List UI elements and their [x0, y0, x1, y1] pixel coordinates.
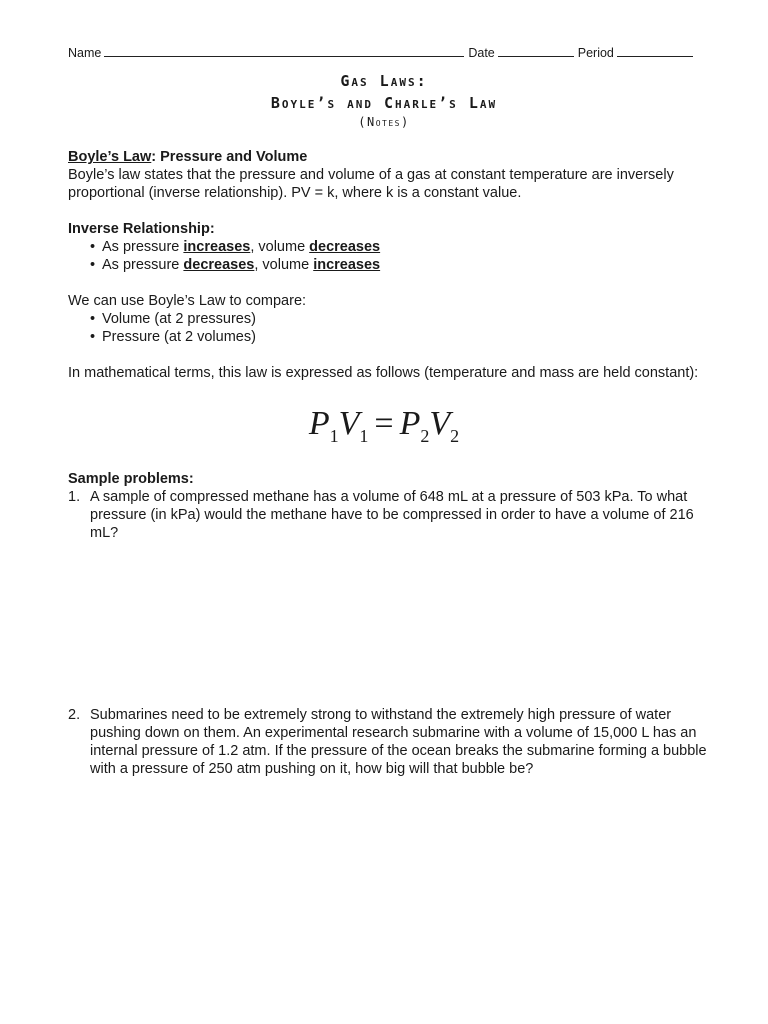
inverse-item-emphasis: increases — [183, 239, 251, 255]
formula-sub: 2 — [420, 426, 430, 446]
inverse-item-text: As pressure — [102, 239, 184, 255]
formula-sub: 1 — [329, 426, 339, 446]
inverse-item-text: , volume — [250, 239, 310, 255]
name-label: Name — [68, 46, 102, 60]
formula-p: P — [399, 405, 421, 442]
formula-v: V — [338, 405, 360, 442]
name-blank — [104, 46, 464, 57]
period-blank — [617, 46, 693, 57]
inverse-item-text: , volume — [254, 257, 314, 273]
problem-text: Submarines need to be extremely strong to withstand the extremely high pressure of water pushing down on them. An experimental research submarine with a volume of 15,000 L has an internal pressure of 1.2 atm. If the pressure of the ocean breaks the submarine forming a bubble with a pressure of 250 atm pushing on it, how big will that bubble be? — [90, 707, 707, 777]
inverse-heading: Inverse Relationship: — [68, 221, 215, 237]
inverse-item-emphasis: increases — [313, 257, 381, 273]
date-label: Date — [468, 46, 495, 60]
boyles-heading — [68, 148, 708, 166]
page-title: Gas Laws: — [340, 72, 428, 90]
boyles-heading-rest: : Pressure and Volume — [151, 149, 308, 165]
date-blank — [498, 46, 574, 57]
formula-p: P — [308, 405, 330, 442]
inverse-item-emphasis: decreases — [183, 257, 255, 273]
inverse-list — [68, 238, 708, 274]
problem-1 — [68, 488, 708, 542]
problem-text: A sample of compressed methane has a volume of 648 mL at a pressure of 503 kPa. To what pressure (in kPa) would the methane have to be compressed in order to have a volume of 216 mL? — [90, 489, 694, 541]
sample-problems-heading: Sample problems: — [68, 471, 194, 487]
inverse-item-emphasis: decreases — [309, 239, 381, 255]
list-item: • Volume (at 2 pressures) — [90, 310, 708, 328]
problem-2 — [68, 706, 708, 778]
formula-equals: = — [374, 405, 394, 442]
list-item — [90, 238, 708, 256]
problem-number: 1. — [68, 489, 81, 505]
header-row — [68, 46, 698, 60]
list-item — [90, 256, 708, 274]
period-label: Period — [577, 46, 614, 60]
list-item: • Pressure (at 2 volumes) — [90, 328, 708, 346]
notes-body — [68, 148, 708, 382]
formula-v: V — [429, 405, 451, 442]
page-subtitle: Boyle’s and Charle’s Law — [270, 94, 498, 112]
math-description: In mathematical terms, this law is expressed as follows (temperature and mass are held constant): — [68, 365, 699, 381]
formula-sub: 2 — [450, 426, 460, 446]
problem-number: 2. — [68, 707, 81, 723]
boyles-formula — [0, 404, 768, 456]
compare-intro: We can use Boyle’s Law to compare: — [68, 293, 307, 309]
formula-sub: 1 — [359, 426, 369, 446]
inverse-item-text: As pressure — [102, 257, 184, 273]
boyles-definition: Boyle’s law states that the pressure and volume of a gas at constant temperature are inversely proportional (inverse relationship). PV = k, where k is a constant value. — [68, 167, 674, 201]
page-note-label: (Notes) — [358, 115, 410, 129]
boyles-law-term: Boyle’s Law — [68, 149, 152, 165]
compare-list — [68, 310, 708, 346]
